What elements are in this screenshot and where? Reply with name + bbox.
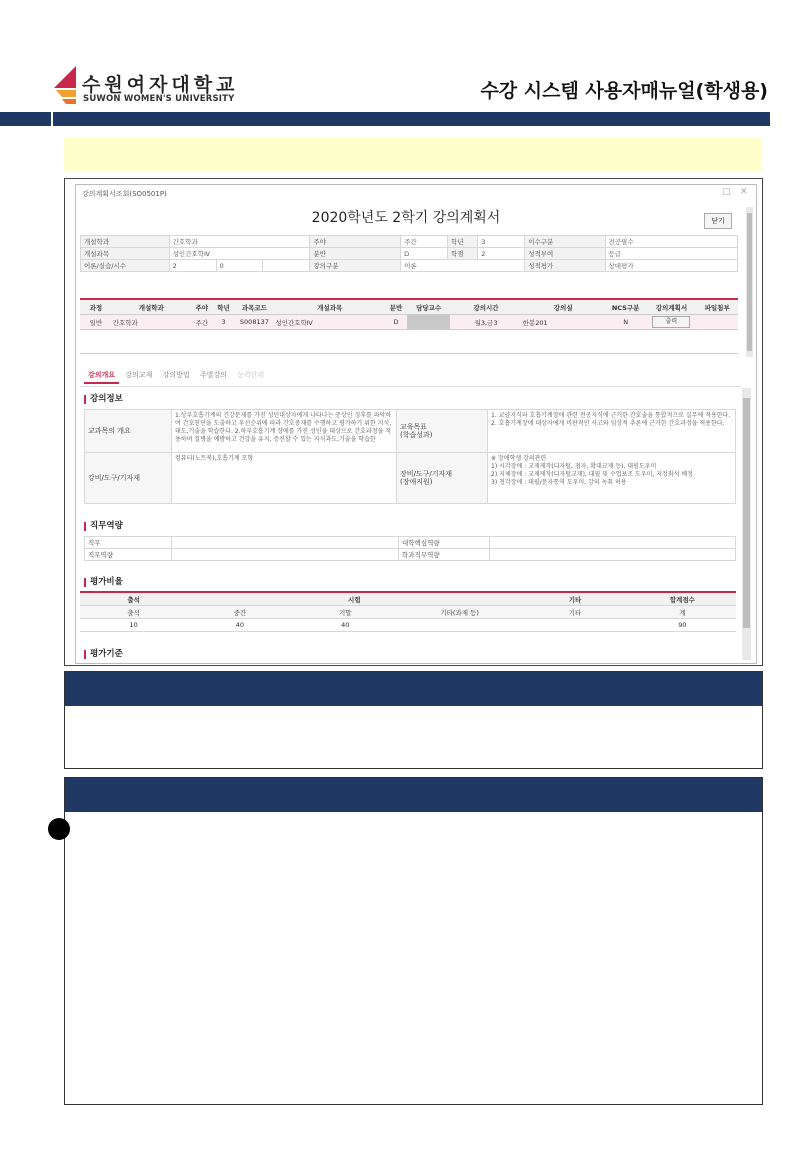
value-dept-competency: [490, 549, 736, 561]
evaluation-ratio-table: [80, 591, 736, 632]
col-ncs: NCS구분: [605, 299, 647, 315]
description-box-1: [64, 671, 763, 769]
col-syllabus: 강의계획서: [646, 299, 696, 315]
ratio-sub-attendance: 출석: [80, 606, 187, 619]
cell-room: 한봉201: [522, 315, 605, 330]
label-core-competency: 대학핵심역량: [399, 537, 490, 549]
competency-table: [84, 536, 736, 561]
label-job: 직무: [85, 537, 172, 549]
cell-professor: [407, 315, 451, 330]
ratio-group-exam: 시험: [187, 592, 521, 606]
ratio-total-value: 90: [629, 619, 736, 632]
label-section: 분반: [310, 248, 401, 260]
cell-section: D: [385, 315, 407, 330]
value-section: D: [401, 248, 448, 260]
col-daynight: 주야: [191, 299, 213, 315]
ratio-group-total: 합계점수: [629, 592, 736, 606]
label-course: 개설과목: [81, 248, 170, 260]
table-row: [80, 619, 736, 632]
cell-grade: 3: [213, 315, 235, 330]
ratio-sub-final: 기말: [293, 606, 398, 619]
header-divider-gap: [51, 112, 53, 126]
screenshot-frame: [64, 178, 763, 666]
cell-code: S008137: [234, 315, 274, 330]
section-ratio-heading: 평가비율: [84, 578, 123, 587]
col-room: 강의실: [522, 299, 605, 315]
value-completion-type: 전공필수: [605, 236, 738, 248]
ratio-sub-midterm: 중간: [187, 606, 292, 619]
equipment-label: 강비/도구/기자재: [85, 453, 172, 504]
university-logo-icon: [54, 66, 76, 104]
value-theory-hours: 2: [169, 260, 216, 272]
col-section: 분반: [385, 299, 407, 315]
value-dept: 간호학과: [169, 236, 310, 248]
cell-course: 성인간호학Ⅳ: [274, 315, 385, 330]
value-credits: 2: [478, 248, 525, 260]
step-marker-icon: [48, 818, 70, 840]
tab-overview[interactable]: 강의개요: [84, 368, 119, 384]
value-practice-hours: 0: [216, 260, 263, 272]
ratio-sub-total: 계: [629, 606, 736, 619]
syllabus-window: [75, 184, 757, 664]
goal-label: 교육목표 (학습성과): [397, 410, 488, 453]
overview-text: 1.상부호흡기계의 건강문제를 가진 성인대상자에게 나타나는 증상인 징후를 파악하여 간호진단을 도출하고 우선순위에 따라 간호중재를 수행하고 평가하기 위한 지식,태도,기술을 학습한다. 2.하부호흡기계 장애를 가진 성인을 대상으로 간호과정을 적용하며 질병을 예방하고 건강을 유지, 증진할 수 있는 지식과도,기술을 학습한: [172, 410, 397, 453]
value-job-competency: [172, 549, 399, 561]
close-button[interactable]: 닫기: [704, 213, 732, 229]
description-box-2-header: [65, 778, 762, 812]
label-evaluation: 성적평가: [525, 260, 605, 272]
value-grade: 3: [478, 236, 525, 248]
section-competency-heading: 직무역량: [84, 522, 123, 531]
col-grade: 학년: [213, 299, 235, 315]
ratio-etc-value: [521, 619, 628, 632]
col-course: 개설과목: [274, 299, 385, 315]
note-box: [64, 138, 761, 171]
info-table: [84, 409, 736, 504]
ratio-sub-etc: 기타: [521, 606, 628, 619]
value-lecture-type: 이론: [401, 260, 525, 272]
syllabus-title: 2020학년도 2학기 강의계획서: [311, 210, 501, 226]
ratio-assignment-value: [398, 619, 522, 632]
cell-dept: 간호학과: [112, 315, 191, 330]
course-info-form: [80, 235, 738, 272]
ratio-group-attendance: 출석: [80, 592, 187, 606]
description-box-2: [64, 777, 763, 1105]
ratio-group-etc: 기타: [521, 592, 628, 606]
label-job-competency: 직무역량: [85, 549, 172, 561]
table-row[interactable]: [80, 315, 738, 330]
tab-divider: [80, 386, 740, 387]
upper-scrollbar-thumb[interactable]: [747, 213, 752, 351]
col-professor: 담당교수: [407, 299, 451, 315]
close-icon[interactable]: ✕: [740, 187, 748, 197]
cell-time: 월3,금3: [450, 315, 521, 330]
col-code: 과목코드: [234, 299, 274, 315]
equipment-text: 컴퓨터(노트북),호흡기계 모형: [172, 453, 397, 504]
value-course: 성인간호학Ⅳ: [169, 248, 310, 260]
document-title: 수강 시스템 사용자매뉴얼(학생용): [480, 80, 768, 102]
overview-label: 교과목의 개요: [85, 410, 172, 453]
tab-method[interactable]: 강의방법: [162, 371, 190, 379]
goal-text: 1. 교양지식과 호흡기계장애 관련 전공지식에 근거한 간호술을 통합적으로 실무에 적용한다. 2. 호흡기계장애 대상자에게 비판적인 사고와 임상적 추론에 근거한 간호과정을 적용한다.: [488, 410, 736, 453]
col-program: 과정: [80, 299, 112, 315]
university-name-en: SUWON WOMEN'S UNIVERSITY: [83, 94, 235, 104]
value-total-hours: [263, 260, 310, 272]
course-table: [80, 298, 738, 330]
ratio-final-value: 40: [293, 619, 398, 632]
tab-weekly[interactable]: 주별강의: [199, 371, 227, 379]
label-grade: 학년: [448, 236, 478, 248]
tab-ability-unit[interactable]: 능력단위: [237, 371, 265, 379]
cell-ncs: N: [605, 315, 647, 330]
university-name-ko: 수원여자대학교: [82, 74, 239, 96]
maximize-icon[interactable]: □: [722, 187, 731, 197]
label-dept: 개설학과: [81, 236, 170, 248]
cell-daynight: 주간: [191, 315, 213, 330]
col-attachment: 파일첨부: [696, 299, 738, 315]
label-lecture-type: 강의구분: [310, 260, 401, 272]
divider: [80, 353, 738, 354]
lower-scrollbar-thumb[interactable]: [743, 398, 750, 628]
value-core-competency: [490, 537, 736, 549]
label-daynight: 주야: [310, 236, 401, 248]
cell-attachment: [696, 315, 738, 330]
header-divider-bar: [0, 112, 770, 126]
section-criteria-heading: 평가기준: [84, 650, 123, 659]
description-box-1-header: [65, 672, 762, 706]
col-time: 강의시간: [450, 299, 521, 315]
label-completion-type: 이수구분: [525, 236, 605, 248]
syllabus-tabs: [84, 368, 268, 384]
col-dept: 개설학과: [112, 299, 191, 315]
section-info-heading: 강의정보: [84, 395, 123, 404]
value-job: [172, 537, 399, 549]
label-credits: 학점: [448, 248, 478, 260]
value-evaluation: 상대평가: [605, 260, 738, 272]
ratio-midterm-value: 40: [187, 619, 292, 632]
ratio-sub-assignment: 기타(과제 등): [398, 606, 522, 619]
ratio-attendance-value: 10: [80, 619, 187, 632]
window-title: 강의계획서조회(SO0501P): [82, 190, 167, 198]
label-hours: 이론/실습/시수: [81, 260, 170, 272]
print-button[interactable]: 출력: [652, 316, 690, 328]
tab-textbook[interactable]: 강의교재: [125, 371, 153, 379]
label-grading: 성적부여: [525, 248, 605, 260]
cell-syllabus: [646, 315, 696, 330]
equipment-support-text: ※ 장애학생 강의관련 1) 시각장애 : 교재제작(디자털, 점자, 확대교재 등), 대필도우미 2) 지체장애 : 교재제작(디자털교재), 대필 및 수업보조 도우미, 지정좌석 배정 3) 청각장애 : 대필/문자통역 도우미, 강의 녹취 허용: [488, 453, 736, 504]
value-daynight: 주간: [401, 236, 448, 248]
value-grading: 등급: [605, 248, 738, 260]
equipment-support-label: 장비/도구/기자재 (장애지원): [397, 453, 488, 504]
label-dept-competency: 학과직무역량: [399, 549, 490, 561]
cell-program: 일반: [80, 315, 112, 330]
